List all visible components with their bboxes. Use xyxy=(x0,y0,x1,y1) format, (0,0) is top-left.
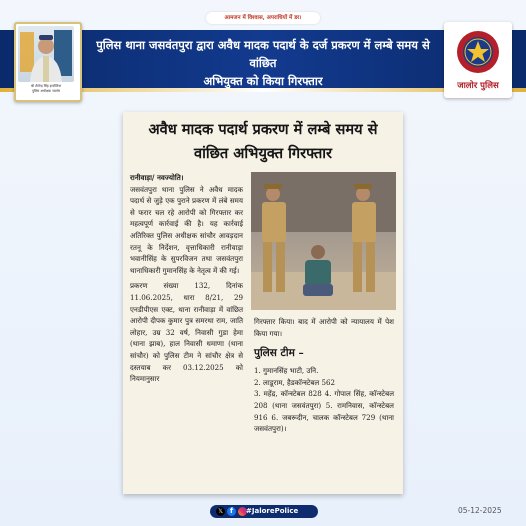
header-title-line2: अभियुक्त को किया गिरफ्तार xyxy=(203,74,323,88)
hashtag: #JalorePolice xyxy=(246,507,299,515)
article-dateline: रानीवाड़ा/ नवज्योति। xyxy=(130,173,184,182)
article-paragraph-1: जसवंतपुरा थाना पुलिस ने अवैध मादक पदार्थ से जुड़े एक पुराने प्रकरण में लंबे समय से फरार चल रहे आरोपी को गिरफ्तार कर महत्वपूर्ण कार्रवाई की है। यह कार्रवाई अतिरिक्त पुलिस अधीक्षक सांचौर आवड़दान रतनू के निर्देशन, वृत्ताधिकारी रानीवाड़ा भवानीसिंह के सुपरविजन तथा जसवंतपुरा थानाधिकारी गुमानसिंह के नेतृत्व में की गई। xyxy=(130,184,243,275)
team-member: 1. गुमानसिंह भाटी, उनि. xyxy=(254,366,319,376)
official-name: श्री शैलेन्द्र सिंह इन्दोलिया xyxy=(30,84,62,88)
tagline: आमजन में विश्वास, अपराधियों में डर। xyxy=(206,12,320,24)
article-paragraph-2: प्रकरण संख्या 132, दिनांक 11.06.2025, धारा 8/21, 29 एनडीपीएस एक्ट, थाना रानीवाड़ा में वांछित आरोपी दीपक कुमार पुत्र समरथा राम, जाति लोहार, उम्र 32 वर्ष, निवासी गुडा हेमा (थाना झाब), हाल निवासी धमाणा (थाना सांचौर) को पुलिस टीम ने सांचौर क्षेत्र से दस्तयाब कर 03.12.2025 को नियमानुसार xyxy=(130,281,243,384)
team-heading: पुलिस टीम – xyxy=(254,347,304,360)
team-list xyxy=(254,365,394,435)
police-logo-label: जालोर पुलिस xyxy=(457,81,499,91)
post-date: 05-12-2025 xyxy=(458,506,502,515)
article-right-column xyxy=(254,316,394,435)
x-icon[interactable]: 𝕏 xyxy=(216,507,225,516)
team-member: 2. लाडूराम, हैडकॉन्स्टेबल 562 xyxy=(254,377,336,387)
official-designation: पुलिस अधीक्षक जालोर xyxy=(31,88,61,93)
article-photo xyxy=(251,172,396,310)
header-title xyxy=(92,36,434,90)
team-member: 3. महेंद्र, कॉन्स्टेबल 828 4. गोपाल सिंह, कॉन्स्टेबल 208 (थाना जसवंतपुरा) 5. रामनिवास, कॉन्स्टेबल 916 6. जबरूदीन, चालक कॉन्स्टेबल 729 (थाना जसवंतपुरा)। xyxy=(254,389,394,434)
facebook-icon[interactable]: f xyxy=(227,507,236,516)
official-caption xyxy=(16,84,76,93)
article-headline: अवैध मादक पदार्थ प्रकरण में लम्बे समय से वांछित अभियुक्त गिरफ्तार xyxy=(148,121,378,162)
article-paragraph-3: गिरफ्तार किया। बाद में आरोपी को न्यायालय में पेश किया गया। xyxy=(254,317,394,338)
police-emblem-icon xyxy=(444,22,512,80)
header-title-line1: पुलिस थाना जसवंतपुरा द्वारा अवैध मादक पदार्थ के दर्ज प्रकरण में लम्बे समय से वांछित xyxy=(96,38,430,70)
official-photo xyxy=(18,26,74,82)
article-left-column xyxy=(130,172,243,385)
